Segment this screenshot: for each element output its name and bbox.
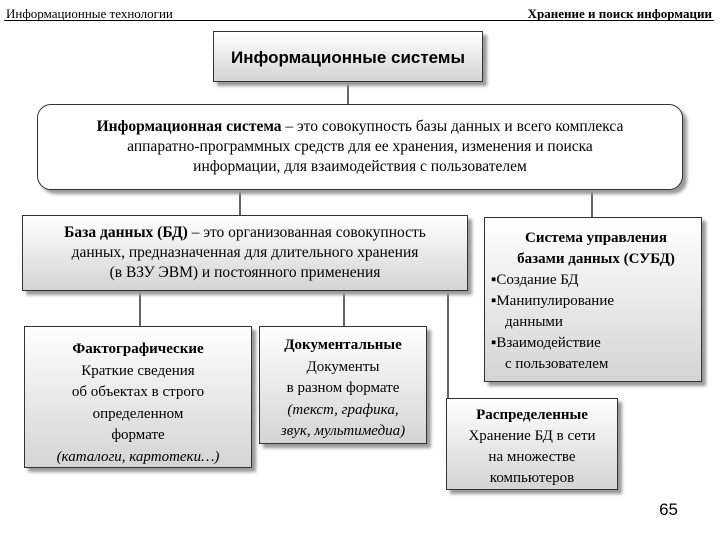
definition-line-1-rest: – это совокупность базы данных и всего комплекса <box>281 118 624 135</box>
header-right-text: Хранение и поиск информации <box>527 6 712 21</box>
dbms-item: ▪Манипулирование <box>491 293 615 309</box>
definition-box <box>37 104 683 190</box>
database-line-1-rest: – это организованная совокупность <box>187 224 426 241</box>
database-line-3: (в ВЗУ ЭВМ) и постоянного применения <box>109 264 381 281</box>
factographic-title: Фактографические <box>72 341 204 357</box>
definition-line-3: информации, для взаимодействия с пользователем <box>193 158 527 175</box>
distributed-line: Хранение БД в сети <box>468 428 596 444</box>
factographic-line: об объектах в строго <box>71 384 205 400</box>
dbms-item: ▪Взаимодействие <box>491 335 601 351</box>
title-text: Информационные системы <box>230 48 465 67</box>
distributed-title: Распределенные <box>476 407 588 423</box>
database-box <box>22 215 468 291</box>
documentary-examples: звук, мультимедиа) <box>280 423 406 439</box>
dbms-box <box>484 217 702 382</box>
definition-line-2: аппаратно-программных средств для ее хранения, изменения и поиска <box>127 138 593 155</box>
factographic-line: формате <box>111 427 165 443</box>
database-line-2: данных, предназначенная для длительного хранения <box>71 244 419 261</box>
database-term: База данных (БД) <box>64 224 188 241</box>
factographic-line: определенном <box>92 405 184 422</box>
dbms-item-continuation: с пользователем <box>505 356 609 372</box>
distributed-box <box>446 398 618 490</box>
dbms-title: Система управления <box>525 230 667 246</box>
documentary-line: в разном формате <box>286 380 400 396</box>
documentary-title: Документальные <box>284 337 402 353</box>
header-left-text: Информационные технологии <box>6 6 173 21</box>
documentary-box <box>259 326 427 444</box>
distributed-line: компьютеров <box>489 470 575 486</box>
title-box <box>213 31 483 82</box>
database-line-1 <box>23 223 467 243</box>
factographic-line: Краткие сведения <box>81 362 195 379</box>
page-number: 65 <box>659 500 678 519</box>
documentary-examples: (текст, графика, <box>287 401 399 418</box>
factographic-examples: (каталоги, картотеки…) <box>56 448 220 465</box>
distributed-line: на множестве <box>488 449 576 465</box>
dbms-title: базами данных (СУБД) <box>517 251 675 267</box>
dbms-item-continuation: данными <box>505 314 563 330</box>
definition-term: Информационная система <box>96 118 282 135</box>
documentary-line: Документы <box>306 358 380 375</box>
definition-line-1 <box>38 117 682 137</box>
factographic-box <box>24 326 252 468</box>
dbms-item: ▪Создание БД <box>491 272 579 288</box>
